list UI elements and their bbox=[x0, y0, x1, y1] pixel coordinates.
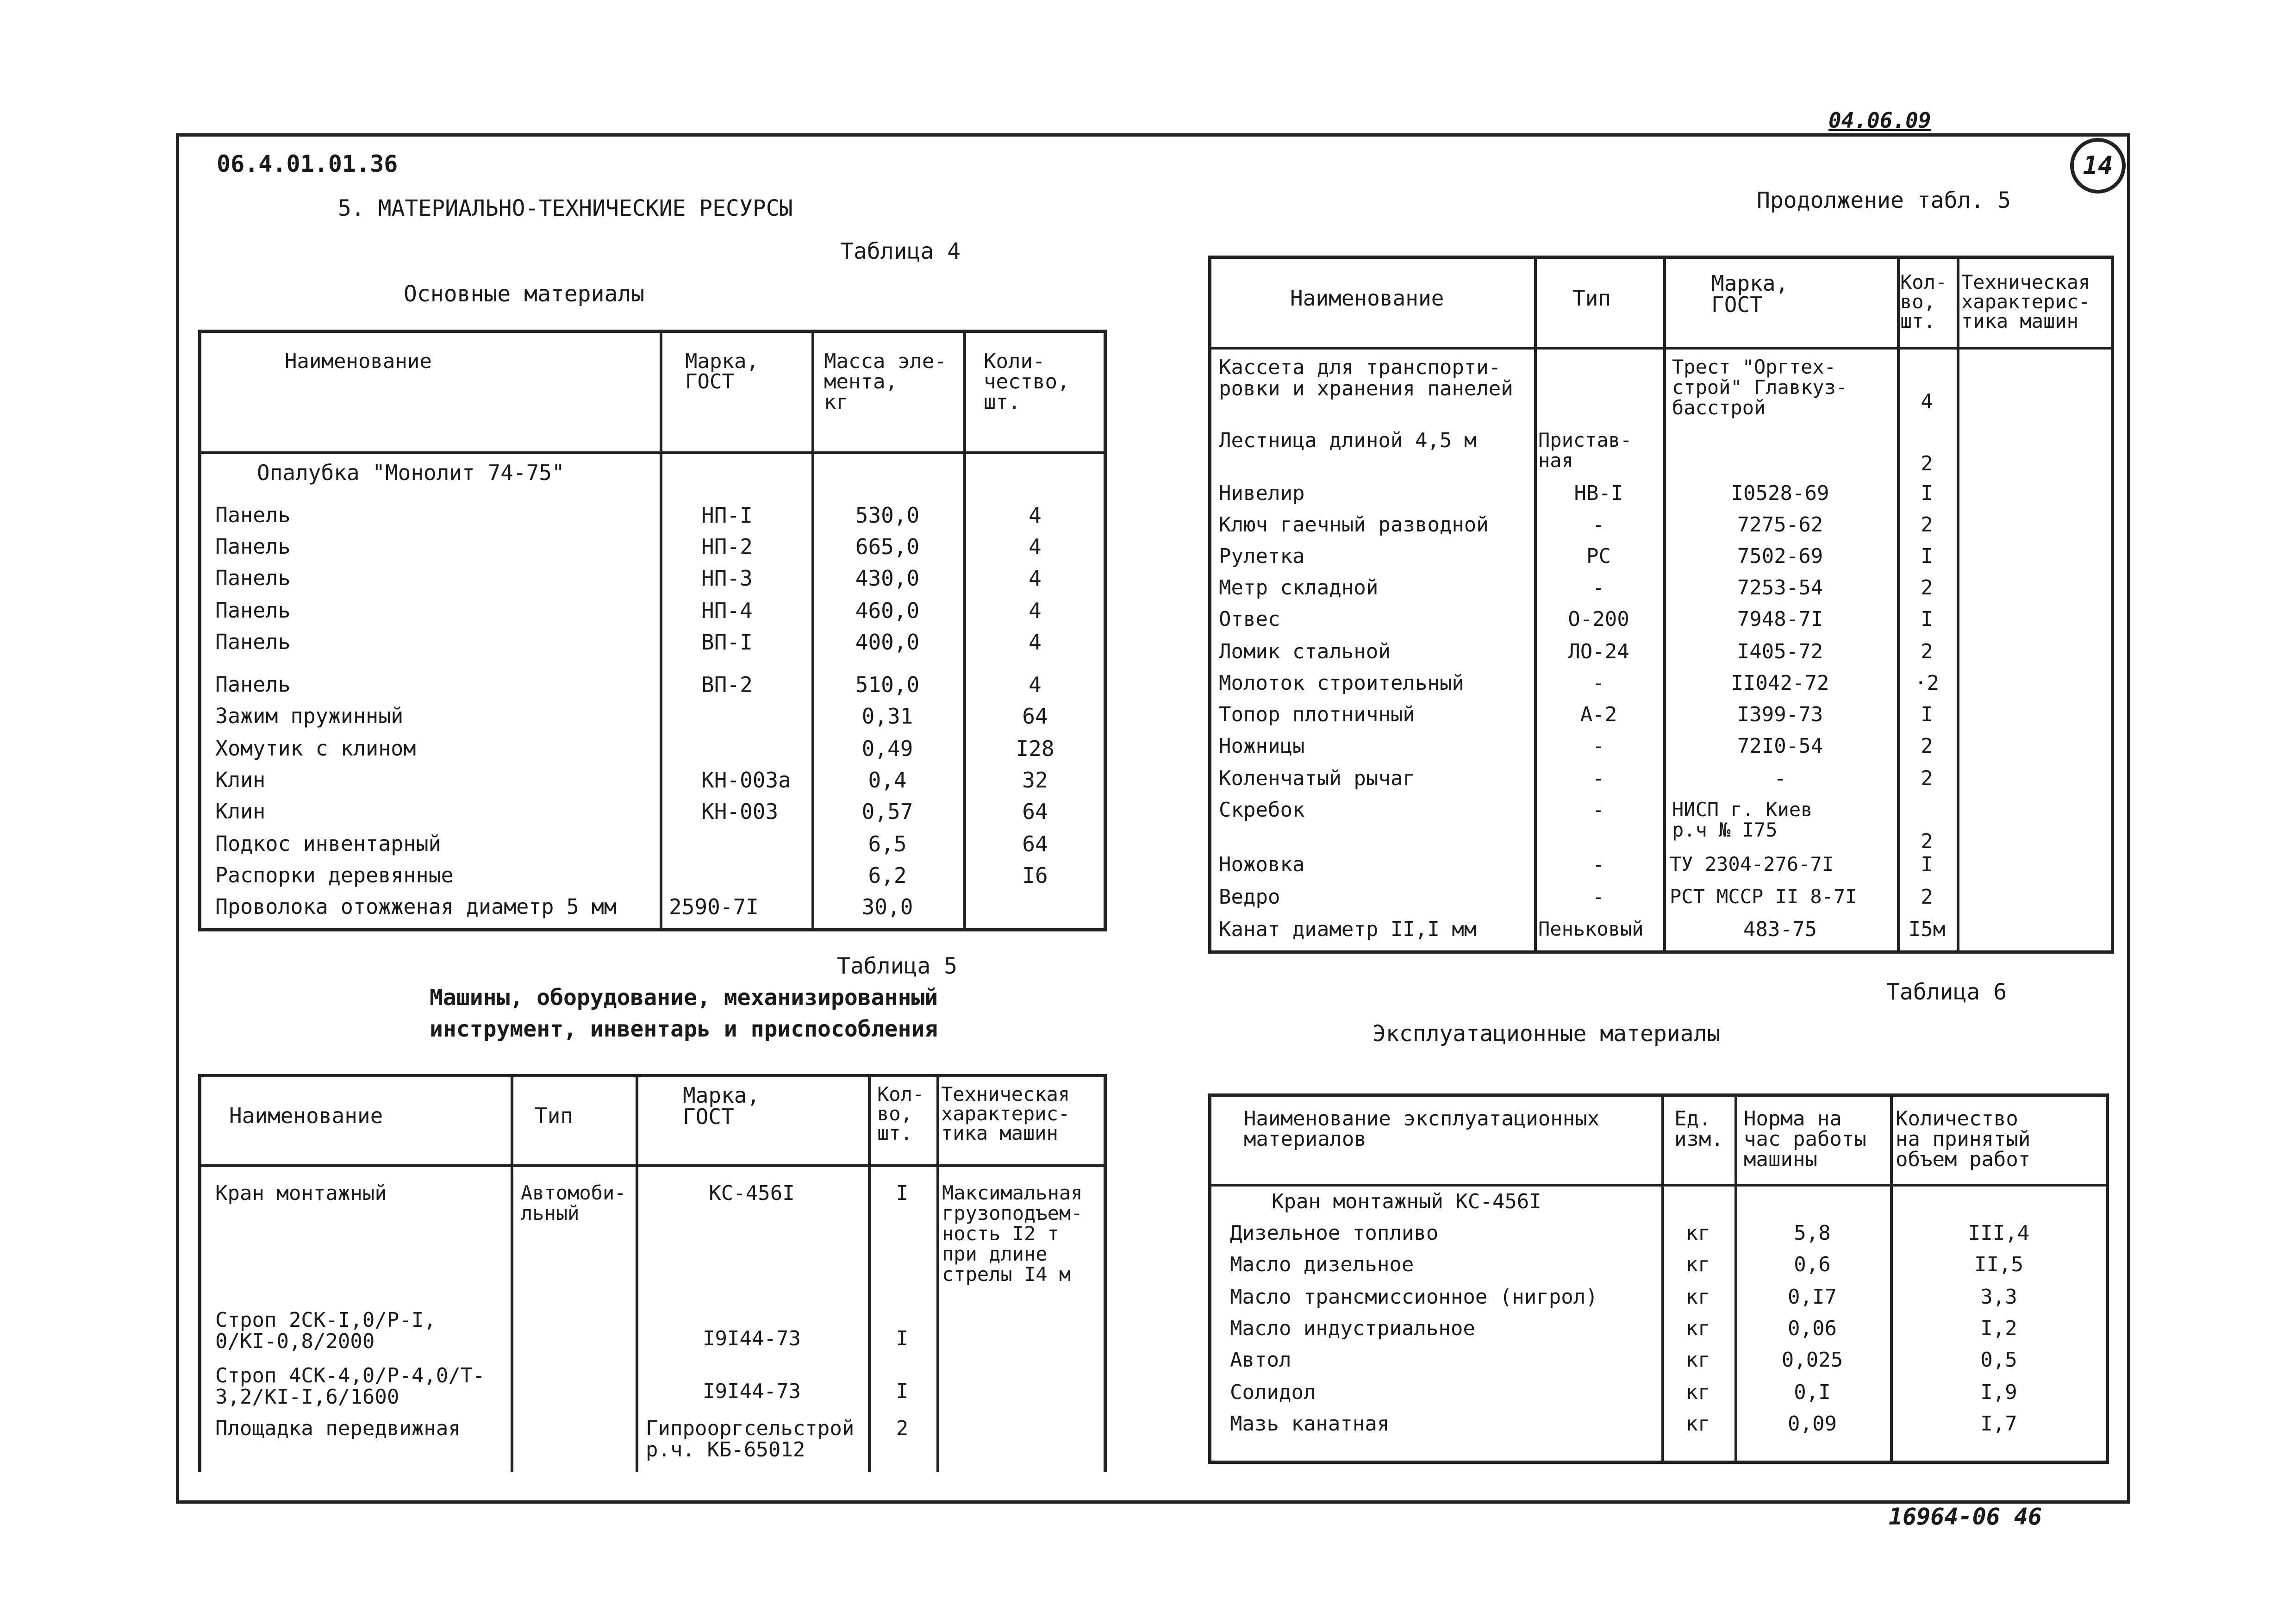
table4-cell-5-0: Панель bbox=[215, 672, 291, 697]
table4-cell-4-2: 400,0 bbox=[855, 630, 920, 655]
table5cont-cell-10-3: 2 bbox=[1921, 734, 1933, 758]
table5cont-cell-6-3: I bbox=[1921, 607, 1933, 631]
table5-header-3: Кол- во, шт. bbox=[877, 1083, 924, 1144]
table4-cell-0-3: 4 bbox=[1029, 503, 1042, 528]
table5-cell-0-1: Автомоби- льный bbox=[521, 1181, 626, 1225]
table6-cell-6-2: 0,09 bbox=[1788, 1412, 1837, 1436]
table5-cell-0-2: КС-456I bbox=[709, 1181, 795, 1205]
table4-cell-10-3: 64 bbox=[1022, 831, 1048, 856]
table4-cell-2-0: Панель bbox=[215, 566, 291, 590]
table4-cell-1-2: 665,0 bbox=[855, 534, 920, 559]
table6-cell-6-1: кг bbox=[1685, 1412, 1710, 1436]
table4-cell-6-2: 0,31 bbox=[861, 704, 913, 729]
table4-cell-1-3: 4 bbox=[1029, 534, 1042, 559]
table5cont-cell-0-2: Трест "Оргтех- строй" Главкуз- басстрой bbox=[1672, 356, 1848, 419]
table5cont-cell-13-0: Ножовка bbox=[1219, 853, 1305, 876]
table5cont-cell-0-0: Кассета для транспорти- ровки и хранения панелей bbox=[1219, 356, 1513, 401]
table6-cell-3-0: Масло индустриальное bbox=[1230, 1317, 1475, 1340]
table5cont-cell-3-3: 2 bbox=[1921, 513, 1933, 537]
table6-cell-1-2: 0,6 bbox=[1794, 1253, 1831, 1276]
table6-header-1: Ед. изм. bbox=[1674, 1107, 1723, 1151]
table6-cell-2-2: 0,I7 bbox=[1788, 1285, 1837, 1309]
table5cont-cell-7-0: Ломик стальной bbox=[1219, 640, 1391, 663]
table5-cell-2-3: I bbox=[896, 1380, 909, 1403]
table5cont-cell-2-2: I0528-69 bbox=[1731, 481, 1829, 505]
table4-cell-8-1: КН-003а bbox=[701, 768, 791, 793]
table5 bbox=[198, 1074, 1107, 1472]
table5cont-cell-6-0: Отвес bbox=[1219, 607, 1280, 631]
table5cont-cell-14-0: Ведро bbox=[1219, 885, 1280, 909]
table5cont-cell-9-2: I399-73 bbox=[1737, 703, 1823, 726]
table4-cell-3-2: 460,0 bbox=[855, 598, 920, 623]
table4-cell-9-0: Клин bbox=[215, 799, 266, 824]
table6-cell-1-0: Масло дизельное bbox=[1230, 1253, 1414, 1276]
table6-cell-1-1: кг bbox=[1685, 1253, 1710, 1276]
table5-header-4: Техническая характерис- тика машин bbox=[941, 1083, 1070, 1144]
table4-header-0: Наименование bbox=[285, 350, 432, 373]
table5cont-cell-3-1: - bbox=[1592, 513, 1605, 537]
table4-cell-5-2: 510,0 bbox=[855, 672, 920, 697]
table4-cell-9-2: 0,57 bbox=[861, 799, 913, 824]
table5cont-cell-8-3: ·2 bbox=[1915, 671, 1939, 695]
table4-cell-1-1: НП-2 bbox=[701, 534, 753, 559]
table4-header-3: Коли- чество, шт. bbox=[984, 350, 1070, 414]
table6-cell-4-3: 0,5 bbox=[1980, 1348, 2017, 1372]
table5cont-cell-2-0: Нивелир bbox=[1219, 481, 1305, 505]
table6-cell-6-0: Мазь канатная bbox=[1230, 1412, 1390, 1436]
table4-label: Таблица 4 bbox=[840, 238, 961, 264]
table4-cell-4-0: Панель bbox=[215, 630, 291, 654]
table4-cell-3-3: 4 bbox=[1029, 598, 1042, 623]
table5-cell-3-3: 2 bbox=[896, 1417, 909, 1440]
table5-cell-1-3: I bbox=[896, 1327, 909, 1350]
table4-cell-9-3: 64 bbox=[1022, 799, 1048, 824]
table5cont-cell-6-2: 7948-7I bbox=[1737, 607, 1823, 631]
table6-cell-6-3: I,7 bbox=[1980, 1412, 2017, 1436]
table4-cell-5-3: 4 bbox=[1029, 672, 1042, 697]
table5-header-1: Тип bbox=[535, 1103, 574, 1128]
table5cont-cell-4-1: РС bbox=[1586, 544, 1611, 568]
table5-label: Таблица 5 bbox=[837, 953, 958, 979]
page-number-stamp: 14 bbox=[2070, 138, 2126, 194]
table6-title: Эксплуатационные материалы bbox=[1373, 1021, 1721, 1047]
table5cont-cell-11-2: - bbox=[1774, 767, 1786, 790]
table4-header-1: Марка, ГОСТ bbox=[685, 350, 759, 394]
table6-header-0: Наименование эксплуатационных материалов bbox=[1244, 1107, 1600, 1151]
table5cont-cell-11-1: - bbox=[1592, 767, 1605, 790]
table6-header-2: Норма на час работы машины bbox=[1744, 1107, 1866, 1171]
table5cont-cell-6-1: О-200 bbox=[1568, 607, 1629, 631]
table5cont-cell-0-3: 4 bbox=[1921, 390, 1933, 413]
table4-cell-9-1: КН-003 bbox=[701, 799, 779, 824]
table4-cell-7-2: 0,49 bbox=[861, 736, 913, 761]
table6-header-3: Количество на принятый объем работ bbox=[1896, 1107, 2031, 1171]
table5-header-2: Марка, ГОСТ bbox=[683, 1083, 760, 1129]
table5cont-cell-12-1: - bbox=[1592, 798, 1605, 822]
doc-code: 06.4.01.01.36 bbox=[217, 150, 398, 177]
table6-cell-3-1: кг bbox=[1685, 1317, 1710, 1340]
table5cont-cell-15-1: Пеньковый bbox=[1538, 918, 1644, 940]
table6-cell-0-2: 5,8 bbox=[1794, 1221, 1831, 1245]
bottom-code: 16964-06 46 bbox=[1889, 1503, 2042, 1530]
table6-cell-4-0: Автол bbox=[1230, 1348, 1292, 1372]
table5cont-cell-7-2: I405-72 bbox=[1737, 640, 1823, 663]
table5cont-cell-13-1: - bbox=[1592, 853, 1605, 876]
table6 bbox=[1208, 1093, 2109, 1464]
table4-cell-8-3: 32 bbox=[1022, 768, 1048, 793]
table4-cell-11-2: 6,2 bbox=[868, 863, 907, 888]
table6-label: Таблица 6 bbox=[1886, 979, 2007, 1005]
table5-cell-2-2: I9I44-73 bbox=[703, 1380, 801, 1403]
table5-continuation bbox=[1208, 256, 2114, 954]
table5cont-cell-1-0: Лестница длиной 4,5 м bbox=[1219, 429, 1477, 452]
table4-cell-10-0: Подкос инвентарный bbox=[215, 831, 441, 856]
table5cont-cell-15-3: I5м bbox=[1908, 918, 1946, 941]
table4-cell-4-3: 4 bbox=[1029, 630, 1042, 655]
table6-cell-4-1: кг bbox=[1685, 1348, 1710, 1372]
table4-cell-7-3: I28 bbox=[1016, 736, 1054, 761]
table5cont-cell-14-3: 2 bbox=[1921, 885, 1933, 909]
table5cont-cell-10-2: 72I0-54 bbox=[1737, 734, 1823, 758]
table4-cell-3-1: НП-4 bbox=[701, 598, 753, 623]
table5-cell-0-4: Максимальная грузоподъем- ность I2 т при длине стрелы I4 м bbox=[942, 1181, 1083, 1286]
table5-cell-2-0: Строп 4СК-4,0/Р-4,0/Т- 3,2/КI-I,6/1600 bbox=[215, 1364, 485, 1409]
table5cont-cell-2-3: I bbox=[1921, 481, 1933, 505]
table4-cell-2-3: 4 bbox=[1029, 566, 1042, 591]
table5cont-cell-1-1: Пристав- ная bbox=[1538, 429, 1632, 472]
table6-cell-0-0: Дизельное топливо bbox=[1230, 1221, 1439, 1245]
table6-cell-5-1: кг bbox=[1685, 1380, 1710, 1404]
table4-cell-7-0: Хомутик с клином bbox=[215, 736, 416, 761]
table4-cell-2-1: НП-3 bbox=[701, 566, 753, 591]
table4-cell-8-2: 0,4 bbox=[868, 768, 907, 793]
table5cont-cell-2-1: НВ-I bbox=[1574, 481, 1623, 505]
table5cont-header-1: Тип bbox=[1572, 286, 1611, 311]
table5cont-cell-4-3: I bbox=[1921, 544, 1933, 568]
table5cont-cell-9-3: I bbox=[1921, 703, 1933, 726]
top-date: 04.06.09 bbox=[1828, 108, 1931, 133]
table5cont-cell-4-2: 7502-69 bbox=[1737, 544, 1823, 568]
table4-cell-4-1: ВП-I bbox=[701, 630, 753, 655]
table4-group: Опалубка "Монолит 74-75" bbox=[257, 460, 565, 485]
table4-cell-5-1: ВП-2 bbox=[701, 672, 753, 697]
table5-cell-0-3: I bbox=[896, 1181, 909, 1205]
table5-title-line2: инструмент, инвентарь и приспособления bbox=[430, 1016, 938, 1042]
table5cont-cell-10-1: - bbox=[1592, 734, 1605, 758]
table4-cell-6-0: Зажим пружинный bbox=[215, 704, 404, 728]
table4-cell-12-2: 30,0 bbox=[861, 894, 913, 919]
table5-header-0: Наименование bbox=[229, 1103, 383, 1128]
table5cont-cell-7-1: ЛО-24 bbox=[1568, 640, 1629, 663]
table6-cell-2-1: кг bbox=[1685, 1285, 1710, 1309]
table6-cell-3-2: 0,06 bbox=[1788, 1317, 1837, 1340]
table5cont-cell-8-1: - bbox=[1592, 671, 1605, 695]
table5cont-cell-11-3: 2 bbox=[1921, 767, 1933, 790]
table5cont-cell-4-0: Рулетка bbox=[1219, 544, 1305, 568]
table6-cell-5-3: I,9 bbox=[1980, 1380, 2017, 1404]
table5cont-cell-9-1: А-2 bbox=[1580, 703, 1617, 726]
table4-title: Основные материалы bbox=[404, 281, 645, 307]
table4-cell-8-0: Клин bbox=[215, 768, 266, 792]
table4-cell-0-1: НП-I bbox=[701, 503, 753, 528]
table5cont-cell-3-0: Ключ гаечный разводной bbox=[1219, 513, 1489, 537]
table5cont-cell-9-0: Топор плотничный bbox=[1219, 703, 1415, 726]
table4-cell-10-2: 6,5 bbox=[868, 831, 907, 856]
table5cont-cell-12-2: НИСП г. Киев р.ч № I75 bbox=[1672, 798, 1813, 842]
table5-title-line1: Машины, оборудование, механизированный bbox=[430, 985, 938, 1011]
table4-cell-12-0: Проволока отожженая диаметр 5 мм bbox=[215, 894, 617, 919]
table6-cell-4-2: 0,025 bbox=[1781, 1348, 1843, 1372]
table5cont-cell-10-0: Ножницы bbox=[1219, 734, 1305, 758]
table4 bbox=[198, 330, 1107, 931]
table5cont-header-4: Техническая характерис- тика машин bbox=[1961, 271, 2090, 332]
table4-cell-11-0: Распорки деревянные bbox=[215, 863, 454, 887]
table5cont-cell-12-0: Скребок bbox=[1219, 798, 1305, 822]
table6-cell-0-1: кг bbox=[1685, 1221, 1710, 1245]
table4-cell-1-0: Панель bbox=[215, 534, 291, 559]
continuation-label: Продолжение табл. 5 bbox=[1757, 187, 2011, 213]
table6-cell-2-0: Масло трансмиссионное (нигрол) bbox=[1230, 1285, 1598, 1309]
table5cont-header-2: Марка, ГОСТ bbox=[1711, 271, 1789, 317]
table5cont-cell-15-2: 483-75 bbox=[1743, 918, 1817, 941]
table4-header-2: Масса эле- мента, кг bbox=[824, 350, 947, 414]
table4-cell-11-3: I6 bbox=[1022, 863, 1048, 888]
table5cont-cell-8-2: II042-72 bbox=[1731, 671, 1829, 695]
table5cont-cell-1-3: 2 bbox=[1921, 452, 1933, 475]
table4-cell-2-2: 430,0 bbox=[855, 566, 920, 591]
table4-cell-12-1: 2590-7I bbox=[669, 894, 759, 919]
table6-group: Кран монтажный КС-456I bbox=[1272, 1190, 1541, 1213]
table5cont-cell-3-2: 7275-62 bbox=[1737, 513, 1823, 537]
table6-cell-5-0: Солидол bbox=[1230, 1380, 1316, 1404]
table5cont-cell-12-3: 2 bbox=[1921, 830, 1933, 853]
table5cont-header-0: Наименование bbox=[1290, 286, 1444, 311]
table5cont-cell-15-0: Канат диаметр II,I мм bbox=[1219, 918, 1477, 941]
table6-cell-0-3: III,4 bbox=[1968, 1221, 2030, 1245]
table5cont-cell-5-0: Метр складной bbox=[1219, 576, 1379, 600]
table6-cell-3-3: I,2 bbox=[1980, 1317, 2017, 1340]
table5cont-cell-5-3: 2 bbox=[1921, 576, 1933, 600]
table5cont-cell-8-0: Молоток строительный bbox=[1219, 671, 1464, 695]
table5cont-cell-5-2: 7253-54 bbox=[1737, 576, 1823, 600]
table6-cell-5-2: 0,I bbox=[1794, 1380, 1831, 1404]
table5cont-cell-13-2: ТУ 2304-276-7I bbox=[1670, 853, 1834, 875]
table4-cell-6-3: 64 bbox=[1022, 704, 1048, 729]
table6-cell-2-3: 3,3 bbox=[1980, 1285, 2017, 1309]
table5cont-cell-13-3: I bbox=[1921, 853, 1933, 876]
table5-cell-1-0: Строп 2СК-I,0/Р-I, 0/КI-0,8/2000 bbox=[215, 1308, 436, 1354]
section-title: 5. МАТЕРИАЛЬНО-ТЕХНИЧЕСКИЕ РЕСУРСЫ bbox=[338, 195, 793, 221]
table5-cell-1-2: I9I44-73 bbox=[703, 1327, 801, 1350]
table4-cell-0-0: Панель bbox=[215, 503, 291, 527]
table5cont-cell-7-3: 2 bbox=[1921, 640, 1933, 663]
table5-cell-3-2: Гипрооргсельстрой р.ч. КБ-65012 bbox=[646, 1417, 855, 1462]
table4-cell-0-2: 530,0 bbox=[855, 503, 920, 528]
table5-cell-0-0: Кран монтажный bbox=[215, 1181, 387, 1205]
table5cont-cell-11-0: Коленчатый рычаг bbox=[1219, 767, 1415, 790]
table4-cell-3-0: Панель bbox=[215, 598, 291, 623]
table5cont-cell-14-1: - bbox=[1592, 885, 1605, 909]
table5cont-cell-14-2: РСТ МССР II 8-7I bbox=[1670, 885, 1857, 908]
table5-cell-3-0: Площадка передвижная bbox=[215, 1417, 461, 1440]
table6-cell-1-3: II,5 bbox=[1974, 1253, 2023, 1276]
table5cont-header-3: Кол- во, шт. bbox=[1900, 271, 1947, 332]
table5cont-cell-5-1: - bbox=[1592, 576, 1605, 600]
